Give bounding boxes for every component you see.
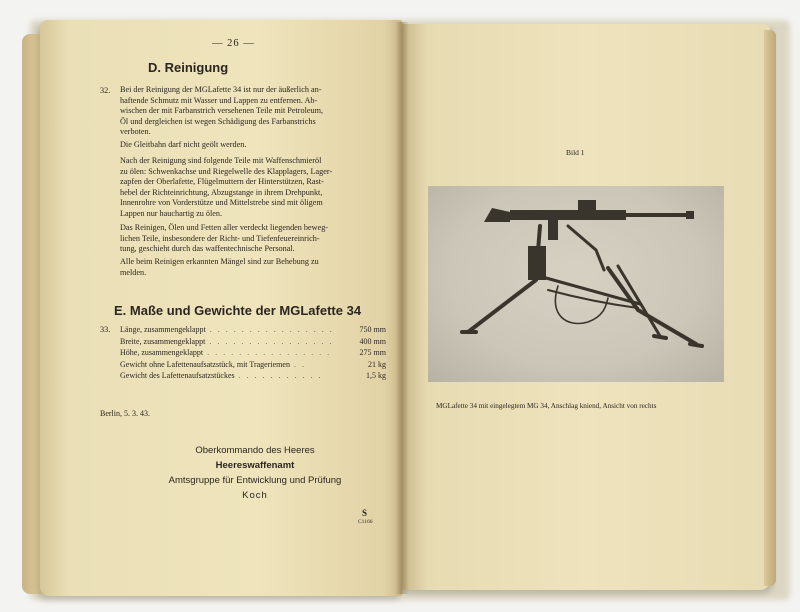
gun-barrel — [626, 213, 688, 217]
paragraph-line: Bei der Reinigung der MGLafette 34 ist nur der äußerlich an- — [120, 85, 322, 94]
sheet-mark-code: C1166 — [358, 519, 373, 525]
gun-sight — [578, 200, 596, 210]
paragraph-line: melden. — [120, 267, 147, 277]
paragraph-line: Nach der Reinigung sind folgende Teile mit Waffenschmieröl — [120, 156, 322, 165]
figure-label: Bild 1 — [566, 148, 585, 157]
paragraph-defects — [120, 257, 386, 278]
mount-arm — [568, 226, 604, 270]
section-d-title: D. Reinigung — [148, 60, 229, 75]
page-number: — 26 — — [212, 38, 255, 49]
leader-dots: . . . . . . . . . . . . . . . . — [205, 325, 334, 334]
signature-block — [130, 443, 380, 503]
machine-gun-tripod-illustration — [428, 186, 724, 382]
paragraph-line: Alle beim Reinigen erkannten Mängel sind zur Behebung zu — [120, 257, 319, 266]
dimension-value: 400 mm — [359, 336, 386, 346]
figure-caption: MGLafette 34 mit eingelegtem MG 34, Anschlag kniend, Ansicht von rechts — [436, 402, 657, 410]
dimension-value: 1,5 kg — [366, 371, 386, 381]
signature-line: Heereswaffenamt — [215, 460, 295, 471]
paragraph-oil-parts — [120, 156, 386, 220]
dimension-label: Höhe, zusammengeklappt — [120, 348, 204, 358]
paragraph-line: wischen der mit Farbanstrich versehenen Teile mit Petroleum, — [120, 106, 323, 116]
mount-block — [528, 246, 546, 280]
dimension-row — [120, 359, 386, 371]
sheet-mark: S — [362, 508, 368, 518]
gun-body — [510, 210, 626, 220]
paragraph-32 — [120, 85, 386, 138]
tripod-front-leg — [468, 280, 536, 332]
paragraph-hidden-parts — [120, 223, 386, 255]
paragraph-gleitbahn — [120, 140, 386, 151]
dimension-row — [120, 324, 386, 336]
leader-dots: . . . . . . . . . . . — [234, 371, 323, 381]
paragraph-line: Öl und dergleichen ist wegen Schädigung des Farbanstrichs — [120, 116, 316, 126]
dimension-value: 750 mm — [359, 325, 386, 334]
paragraph-line: Die Gleitbahn darf nicht geölt werden. — [120, 140, 247, 149]
paragraph-line: zu ölen: Schwenkachse und Riegelwelle des Klapplagers, Lager- — [120, 166, 333, 176]
right-page-stack-edge — [764, 30, 776, 586]
dimension-value: 21 kg — [368, 359, 386, 369]
leader-dots: . . . . . . . . . . . . . . . . — [205, 336, 334, 346]
dimension-row — [120, 336, 386, 348]
dimension-label: Breite, zusammengeklappt — [120, 336, 206, 346]
dimensions-table — [120, 324, 386, 382]
signature-line: Koch — [242, 490, 268, 501]
paragraph-line: lichen Teile, insbesondere der Richt- und Tiefenfeuereinrich- — [120, 233, 320, 243]
paragraph-line: verboten. — [120, 127, 151, 137]
paragraph-number-33: 33. — [100, 325, 111, 334]
gun-grip — [548, 220, 558, 240]
dimension-label: Länge, zusammengeklappt — [120, 325, 206, 334]
paragraph-line: hebel der Richteinrichtung, Abzugstange in ihrem Drehpunkt, — [120, 187, 323, 197]
paragraph-line: tung, geschieht durch das waffentechnische Personal. — [120, 244, 295, 254]
signature-line: Oberkommando des Heeres — [195, 445, 315, 456]
paragraph-line: Innenrohre von Vorderstütze und Mittelstrebe sind mit öligem — [120, 198, 323, 208]
section-e-title: E. Maße und Gewichte der MGLafette 34 — [114, 303, 362, 318]
book-gutter — [395, 22, 409, 594]
gun-stock — [484, 208, 510, 222]
leader-dots: . . — [289, 359, 306, 369]
leader-dots: . . . . . . . . . . . . . . . . — [203, 348, 332, 358]
signature-line: Amtsgruppe für Entwicklung und Prüfung — [168, 475, 342, 486]
place-date: Berlin, 5. 3. 43. — [100, 409, 150, 418]
paragraph-line: haftende Schmutz mit Wasser und Lappen zu entfernen. Ab- — [120, 95, 318, 105]
paragraph-line: Das Reinigen, Ölen und Fetten aller verdeckt liegenden beweg- — [120, 223, 329, 232]
dimension-label: Gewicht des Lafettenaufsatzstückes — [120, 371, 235, 381]
paragraph-line: Lappen nur hauchartig zu ölen. — [120, 208, 223, 218]
paragraph-line: zapfen der Oberlafette, Flügelmuttern der Hinterstützen, Rast- — [120, 177, 324, 187]
dimension-label: Gewicht ohne Lafettenaufsatzstück, mit Trageriemen — [120, 359, 290, 369]
dimension-row — [120, 370, 386, 382]
muzzle — [686, 211, 694, 219]
figure-photo — [428, 186, 724, 382]
foot-rear — [690, 344, 702, 346]
paragraph-number-32: 32. — [100, 86, 111, 95]
dimension-row — [120, 347, 386, 359]
foot-mid — [654, 336, 666, 338]
dimension-value: 275 mm — [359, 348, 386, 358]
